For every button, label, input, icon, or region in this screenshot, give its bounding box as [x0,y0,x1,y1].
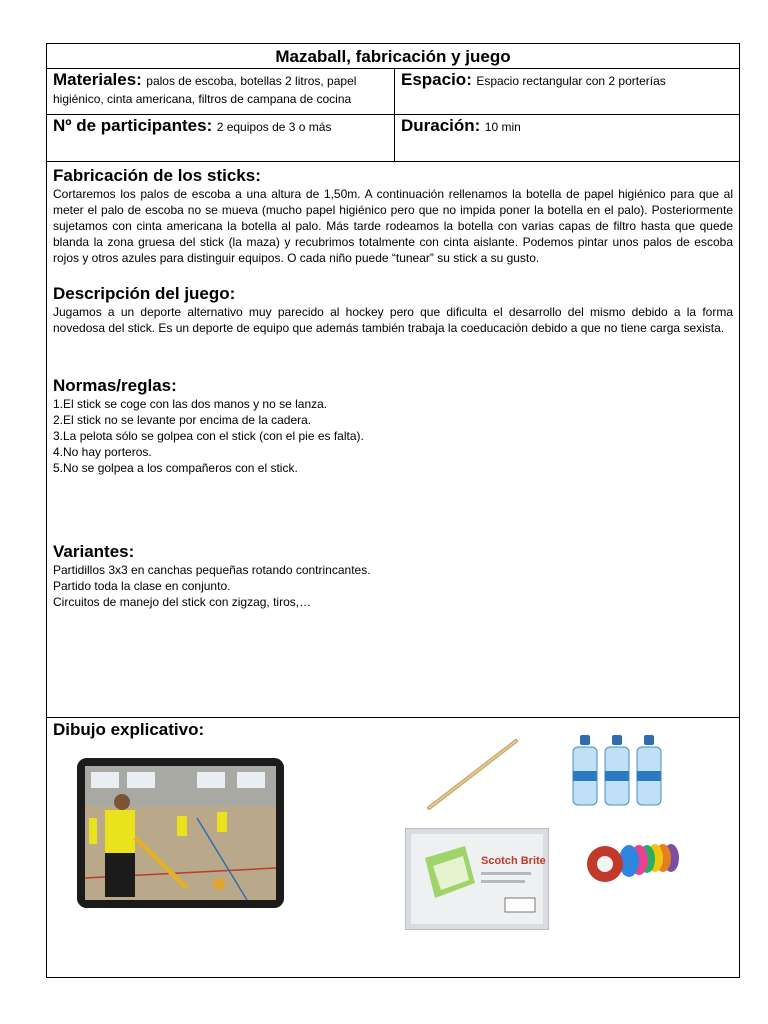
row-materiales-espacio [47,69,739,115]
espacio-label: Espacio: [401,70,472,89]
descripcion-title: Descripción del juego: [53,284,236,303]
materiales-label: Materiales: [53,70,142,89]
participantes-label: Nº de participantes: [53,116,213,135]
duracion-text: 10 min [484,120,521,134]
tape-rolls-image [585,838,685,888]
materiales-cell [47,69,395,114]
variante-item: Partidillos 3x3 en canchas pequeñas rotando contrincantes. [53,563,371,577]
row-participantes-duracion [47,115,739,162]
fabricacion-title: Fabricación de los sticks: [53,166,261,185]
variante-item: Circuitos de manejo del stick con zigzag, tiros,… [53,595,312,609]
variantes-list [53,562,733,610]
materiales-text: palos de escoba, botellas 2 litros, papel higiénico, cinta americana, filtros de campana de cocina [53,74,357,106]
normas-list [53,396,733,476]
duracion-label: Duración: [401,116,481,135]
espacio-text: Espacio rectangular con 2 porterías [476,74,666,88]
norma-item: 1.El stick se coge con las dos manos y no se lanza. [53,397,328,411]
game-sheet [46,43,740,978]
scotch-brite-filter-image [405,828,549,930]
dibujo-title: Dibujo explicativo: [53,720,205,739]
participantes-text: 2 equipos de 3 o más [216,120,332,134]
variantes-title: Variantes: [53,542,135,561]
norma-item: 4.No hay porteros. [53,445,152,459]
normas-title: Normas/reglas: [53,376,177,395]
photo-gym-game [77,758,284,908]
norma-item: 5.No se golpea a los compañeros con el stick. [53,461,298,475]
filter-brand-text: Scotch Brite [481,855,546,867]
norma-item: 3.La pelota sólo se golpea con el stick (con el pie es falta). [53,429,364,443]
fabricacion-text: Cortaremos los palos de escoba a una altura de 1,50m. A continuación rellenamos la botella de papel higiénico para que al meter el palo de escoba no se mueva (mucho papel higiénico pero que no impida poner la botella en el palo). Posteriormente sujetamos con cinta americana la botella al palo. Más tarde rodeamos la botella con varias capas de filtro hasta que quede blanda la zona gruesa del stick (la maza) y recubrimos totalmente con cinta aislante. Podemos pintar unos palos de escoba rojos y otros azules para distinguir equipos. O cada niño puede “tunear” su stick a su gusto. [53,187,733,265]
norma-item: 2.El stick no se levante por encima de la cadera. [53,413,312,427]
descripcion-text: Jugamos a un deporte alternativo muy parecido al hockey pero que dificulta el desarrollo del mismo debido a la forma novedosa del stick. Es un deporte de equipo que además también trabaja la coeducación debido a que no tiene carga sexista. [53,305,733,335]
sheet-title: Mazaball, fabricación y juego [47,44,739,69]
water-bottles-image [565,733,675,808]
content-section [47,162,739,718]
espacio-cell [395,69,739,114]
variante-item: Partido toda la clase en conjunto. [53,579,231,593]
dibujo-section [47,718,739,977]
duracion-cell [395,115,739,161]
broom-stick-image [424,733,524,813]
participantes-cell [47,115,395,161]
